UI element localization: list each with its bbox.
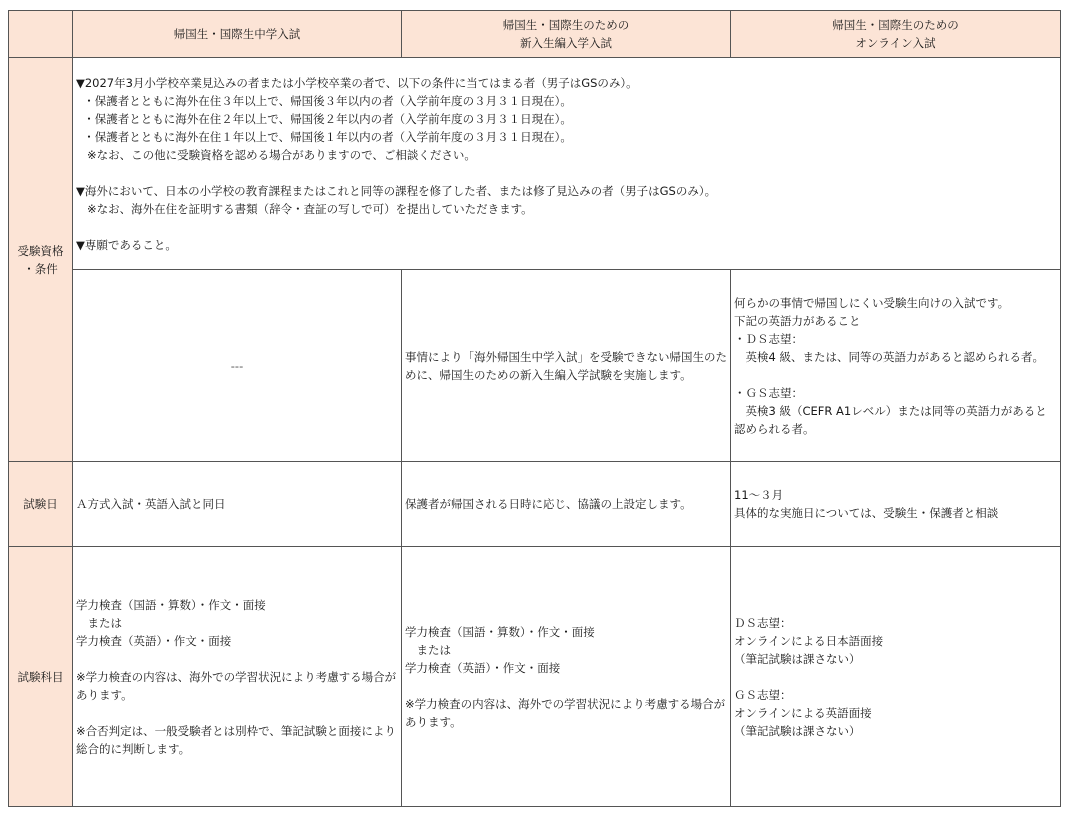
subjects-col1-line-4: ※学力検査の内容は、海外での学習状況により考慮する場合があります。 <box>76 669 397 702</box>
subjects-col3-line-1: オンラインによる日本語面接 <box>734 633 884 648</box>
subjects-col1-spacer-1 <box>76 650 398 668</box>
header-col1-label: 帰国生・国際生中学入試 <box>173 27 301 41</box>
subjects-col2-spacer <box>405 677 727 695</box>
subjects-col2-line-2: 学力検査（英語）・作文・面接 <box>405 660 561 675</box>
eligibility-common-spacer-1 <box>76 164 1057 182</box>
header-col2-line2: 新入生編入学入試 <box>520 36 612 50</box>
subjects-col1-cell <box>73 547 402 807</box>
eligibility-common-line-1: ・保護者とともに海外在住３年以上で、帰国後３年以内の者（入学前年度の３月３１日現在）。 <box>76 93 572 108</box>
exam-date-col3-line1: 11～３月 <box>734 488 784 502</box>
eligibility-col3-line-0: 何らかの事情で帰国しにくい受験生向けの入試です。 <box>734 295 1010 310</box>
subjects-col1-line-0: 学力検査（国語・算数）・作文・面接 <box>76 597 266 612</box>
exam-date-col3-cell <box>731 462 1061 547</box>
eligibility-common-line-9: ▼専願であること。 <box>76 237 177 252</box>
eligibility-common-spacer-2 <box>76 218 1057 236</box>
exam-date-label-text: 試験日 <box>23 497 58 511</box>
exam-date-col1-cell <box>73 462 402 547</box>
eligibility-common-line-0: ▼2027年3月小学校卒業見込みの者または小学校卒業の者で、以下の条件に当てはまる者（男子はGSのみ）。 <box>76 75 638 90</box>
exam-date-col2-cell <box>402 462 731 547</box>
exam-date-label <box>9 462 73 547</box>
subjects-col3-line-2: （筆記試験は課さない） <box>734 651 861 666</box>
eligibility-detail-row <box>9 270 1061 462</box>
subjects-col3-spacer <box>734 668 1057 686</box>
subjects-row <box>9 547 1061 807</box>
subjects-label <box>9 547 73 807</box>
eligibility-common-line-7: ※なお、海外在住を証明する書類（辞令・査証の写しで可）を提出していただきます。 <box>76 201 533 216</box>
subjects-col1-line-6: ※合否判定は、一般受験者とは別枠で、筆記試験と面接により総合的に判断します。 <box>76 723 396 756</box>
exam-date-col3-line2: 具体的な実施日については、受験生・保護者と相談 <box>734 506 999 520</box>
eligibility-col2-cell <box>402 270 731 462</box>
subjects-col2-cell <box>402 547 731 807</box>
eligibility-col3-line-5: ・ＧＳ志望： <box>734 385 803 400</box>
subjects-col3-line-0: ＤＳ志望： <box>734 615 792 630</box>
exam-date-row <box>9 462 1061 547</box>
eligibility-col3-line-2: ・ＤＳ志望： <box>734 331 803 346</box>
header-col3-line1: 帰国生・国際生のための <box>832 18 959 32</box>
subjects-col2-line-4: ※学力検査の内容は、海外での学習状況により考慮する場合があります。 <box>405 696 726 729</box>
subjects-col3-line-6: （筆記試験は課さない） <box>734 723 861 738</box>
exam-date-col1-text: Ａ方式入試・英語入試と同日 <box>76 497 226 511</box>
eligibility-common-line-2: ・保護者とともに海外在住２年以上で、帰国後２年以内の者（入学前年度の３月３１日現在）。 <box>76 111 572 126</box>
eligibility-label-line2: ・条件 <box>23 261 58 276</box>
eligibility-label-line1: 受験資格 <box>17 243 64 258</box>
header-row <box>9 11 1061 58</box>
exam-date-col2-text: 保護者が帰国される日時に応じ、協議の上設定します。 <box>405 497 692 511</box>
eligibility-common-line-6: ▼海外において、日本の小学校の教育課程またはこれと同等の課程を修了した者、または修了見込みの者（男子はGSのみ）。 <box>76 183 717 198</box>
eligibility-col3-cell <box>731 270 1061 462</box>
eligibility-col3-spacer <box>734 366 1057 384</box>
eligibility-common-line-3: ・保護者とともに海外在住１年以上で、帰国後１年以内の者（入学前年度の３月３１日現在）。 <box>76 129 572 144</box>
header-col2 <box>402 11 731 58</box>
subjects-label-text: 試験科目 <box>17 669 64 684</box>
subjects-col2-line-1: または <box>405 642 451 657</box>
admission-table <box>8 10 1061 807</box>
subjects-col1-line-1: または <box>76 615 122 630</box>
subjects-col3-line-4: ＧＳ志望： <box>734 687 792 702</box>
header-col3-line2: オンライン入試 <box>855 36 936 50</box>
eligibility-col1-dash: --- <box>230 358 244 373</box>
subjects-col1-spacer-2 <box>76 704 398 722</box>
header-corner <box>9 11 73 58</box>
eligibility-col3-line-3: 英検4 級、または、同等の英語力があると認められる者。 <box>734 349 1044 364</box>
eligibility-common-row <box>9 58 1061 270</box>
header-col3 <box>731 11 1061 58</box>
eligibility-col2-text: 事情により「海外帰国生中学入試」を受験できない帰国生のために、帰国生のための新入生編入学試験を実施します。 <box>405 349 727 382</box>
subjects-col3-line-5: オンラインによる英語面接 <box>734 705 872 720</box>
eligibility-col3-line-1: 下記の英語力があること <box>734 313 861 328</box>
eligibility-common-line-4: ※なお、この他に受験資格を認める場合がありますので、ご相談ください。 <box>76 147 476 162</box>
eligibility-common-cell <box>73 58 1061 270</box>
eligibility-col1-cell <box>73 270 402 462</box>
eligibility-col3-line-6: 英検3 級（CEFR A1レベル）または同等の英語力があると認められる者。 <box>734 403 1047 436</box>
header-col1 <box>73 11 402 58</box>
subjects-col2-line-0: 学力検査（国語・算数）・作文・面接 <box>405 624 595 639</box>
header-col2-line1: 帰国生・国際生のための <box>502 18 630 32</box>
subjects-col1-line-2: 学力検査（英語）・作文・面接 <box>76 633 232 648</box>
subjects-col3-cell <box>731 547 1061 807</box>
eligibility-label <box>9 58 73 462</box>
